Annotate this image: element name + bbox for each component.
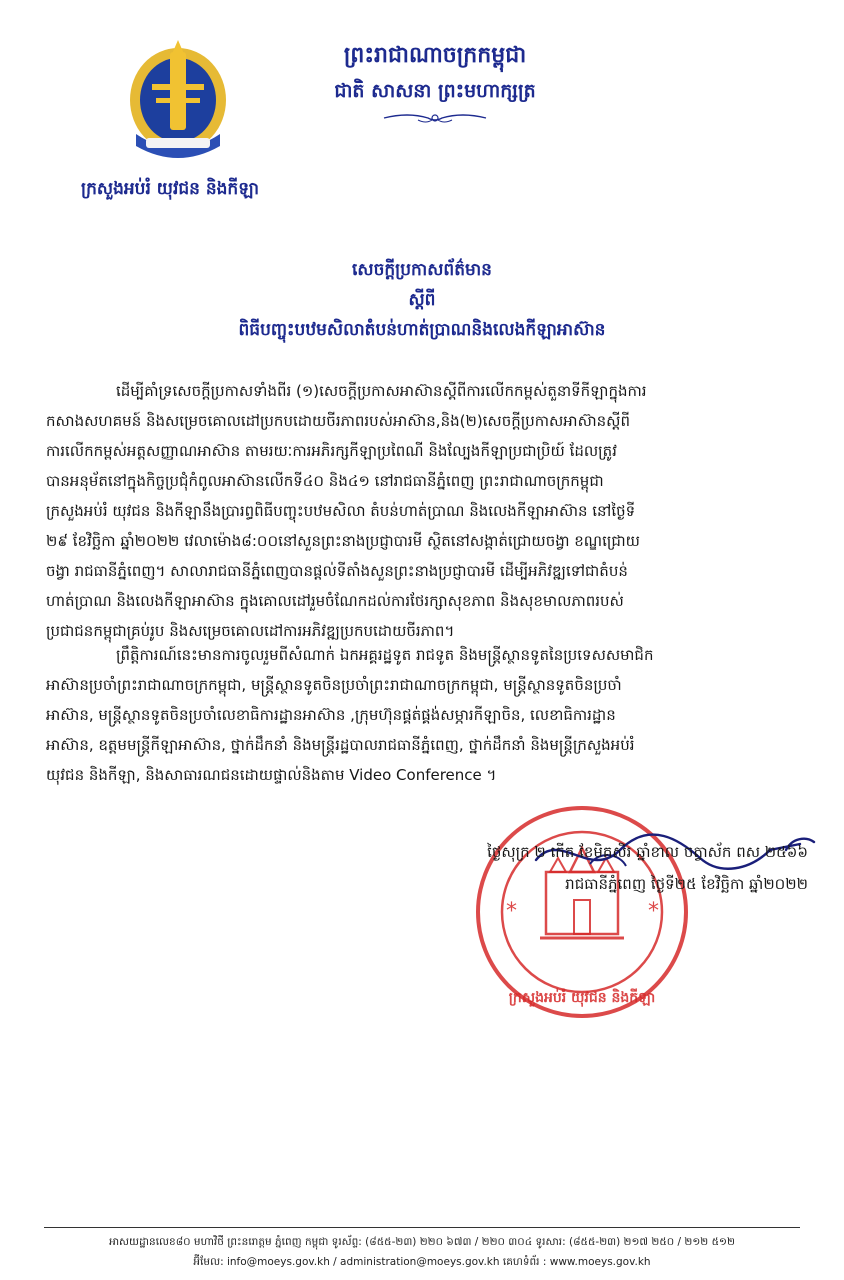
announcement-subject-label: ស្ដីពី <box>408 290 436 310</box>
kingdom-motto <box>300 40 570 126</box>
seal-text: ក្រសួងអប់រំ យុវជន និងកីឡា <box>508 990 656 1006</box>
ministry-emblem-icon <box>122 38 234 168</box>
paragraph-line: ហាត់ប្រាណ និងលេងកីឡាអាស៊ាន ក្នុងគោលដៅរួមចំណែកដល់ការថែរក្សាសុខភាព និងសុខមាលភាពរបស់ <box>46 592 624 610</box>
lunar-date: ថ្ងៃសុក្រ ២ កើត ខែមិគសិរ ឆ្នាំខាល ចត្វាស័ក ពស ២៥៦៦ <box>487 843 808 861</box>
ministry-name: ក្រសួងអប់រំ យុវជន និងកីឡា <box>81 179 259 199</box>
footer-address: អាសយដ្ឋានលេខ៨០ មហាវិថី ព្រះនរោត្តម ភ្នំពេញ កម្ពុជា ទូរស័ព្ទ: (៨៥៥-២៣) ២២០ ៦៧៣ / ២២០ ៣០៤ ទូរសារ: (៨៥៥-២៣) ២១៧ ២៥០ / ២១២ ៥១២ <box>109 1236 735 1248</box>
paragraph-line: អាស៊ាន, ឧត្តមមន្ត្រីកីឡាអាស៊ាន, ថ្នាក់ដឹកនាំ និងមន្ត្រីរដ្ឋបាលរាជធានីភ្នំពេញ, ថ្នាក់ដឹកនាំ និងមន្ត្រីក្រសួងអប់រំ <box>46 736 635 754</box>
paragraph-line: ព្រឹត្តិការណ៍នេះមានការចូលរួមពីសំណាក់ ឯកអគ្គរដ្ឋទូត រាជទូត និងមន្ត្រីស្ថានទូតនៃប្រទេសសមាជិក <box>116 646 654 664</box>
paragraph-line: ក្រសួងអប់រំ យុវជន និងកីឡានឹងប្រារព្ធពិធីបញ្ចុះបឋមសិលា តំបន់ហាត់ប្រាណ និងលេងកីឡាអាស៊ាន នៅថ្ងៃទី <box>46 502 636 520</box>
nation-religion-king: ជាតិ សាសនា ព្រះមហាក្សត្រ <box>334 80 536 102</box>
svg-text:*: * <box>506 899 517 924</box>
paragraph-line: អាស៊ានប្រចាំព្រះរាជាណាចក្រកម្ពុជា, មន្ត្រីស្ថានទូតចិនប្រចាំព្រះរាជាណាចក្រកម្ពុជា, មន្ត្រីស្ថានទូតចិនប្រចាំ <box>46 676 622 694</box>
paragraph-line: អាស៊ាន, មន្ត្រីស្ថានទូតចិនប្រចាំលេខាធិការដ្ឋានអាស៊ាន ,ក្រុមហ៊ុនផ្គត់ផ្គង់សម្ភារកីឡាចិន, លេខាធិការដ្ឋាន <box>46 706 616 724</box>
body-paragraph-1 <box>46 376 806 646</box>
paragraph-line: ការលើកកម្ពស់អត្តសញ្ញាណអាស៊ាន តាមរយៈការអភិរក្សកីឡាប្រពៃណី និងល្បែងកីឡាប្រជាប្រិយ៍ ដែលត្រូវ <box>46 442 617 460</box>
paragraph-line: ចង្វា រាជធានីភ្នំពេញ។ សាលារាជធានីភ្នំពេញបានផ្តល់ទីតាំងសួនព្រះនាងប្រជ្ញាបារមី ដើម្បីអភិវឌ្ឍទៅជាតំបន់ <box>46 562 628 580</box>
paragraph-line: យុវជន និងកីឡា, និងសាធារណជនដោយផ្ទាល់និងតាម Video Conference ។ <box>46 766 497 784</box>
body-paragraph-2 <box>46 640 806 790</box>
paragraph-line: ដើម្បីគាំទ្រសេចក្តីប្រកាសទាំងពីរ (១)សេចក្តីប្រកាសអាស៊ានស្តីពីការលើកកម្ពស់តួនាទីកីឡាក្នុងការ <box>116 382 647 400</box>
paragraph-line: បានអនុម័តនៅក្នុងកិច្ចប្រជុំកំពូលអាស៊ានលើកទី៤០ និង៤១ នៅរាជធានីភ្នំពេញ ព្រះរាជាណាចក្រកម្ពុជា <box>46 472 604 490</box>
paragraph-line: ២៩ ខែវិច្ឆិកា ឆ្នាំ២០២២ វេលាម៉ោង៨:០០នៅសួនព្រះនាងប្រជ្ញាបារមី ស្ថិតនៅសង្កាត់ជ្រោយចង្វា ខណ្ឌជ្រោយ <box>46 532 640 550</box>
announcement-title: សេចក្ដីប្រកាសព័ត៌មាន <box>352 260 492 280</box>
footer-contact: អ៊ីមែល: info@moeys.gov.kh / administration@moeys.gov.kh គេហទំព័រ : www.moeys.gov.kh <box>193 1256 651 1268</box>
kingdom-title: ព្រះរាជាណាចក្រកម្ពុជា <box>343 43 527 68</box>
date-block <box>478 836 808 900</box>
footer <box>44 1232 800 1272</box>
announcement-titles <box>150 255 694 345</box>
solar-date: រាជធានីភ្នំពេញ ថ្ងៃទី២៥ ខែវិច្ឆិកា ឆ្នាំ២០២២ <box>565 875 808 893</box>
footer-divider <box>44 1227 800 1228</box>
svg-text:*: * <box>648 899 659 924</box>
paragraph-line: ប្រជាជនកម្ពុជាគ្រប់រូប និងសម្រេចគោលដៅការអភិវឌ្ឍប្រកបដោយចីរភាព។ <box>46 622 455 640</box>
paragraph-line: កសាងសហគមន៍ និងសម្រេចគោលដៅប្រកបដោយចីរភាពរបស់អាស៊ាន,និង(២)សេចក្តីប្រកាសអាស៊ានស្តីពី <box>46 412 630 430</box>
announcement-subject: ពិធីបញ្ចុះបឋមសិលាតំបន់ហាត់ប្រាណនិងលេងកីឡាអាស៊ាន <box>238 320 606 340</box>
ornament-divider-icon <box>380 110 490 126</box>
